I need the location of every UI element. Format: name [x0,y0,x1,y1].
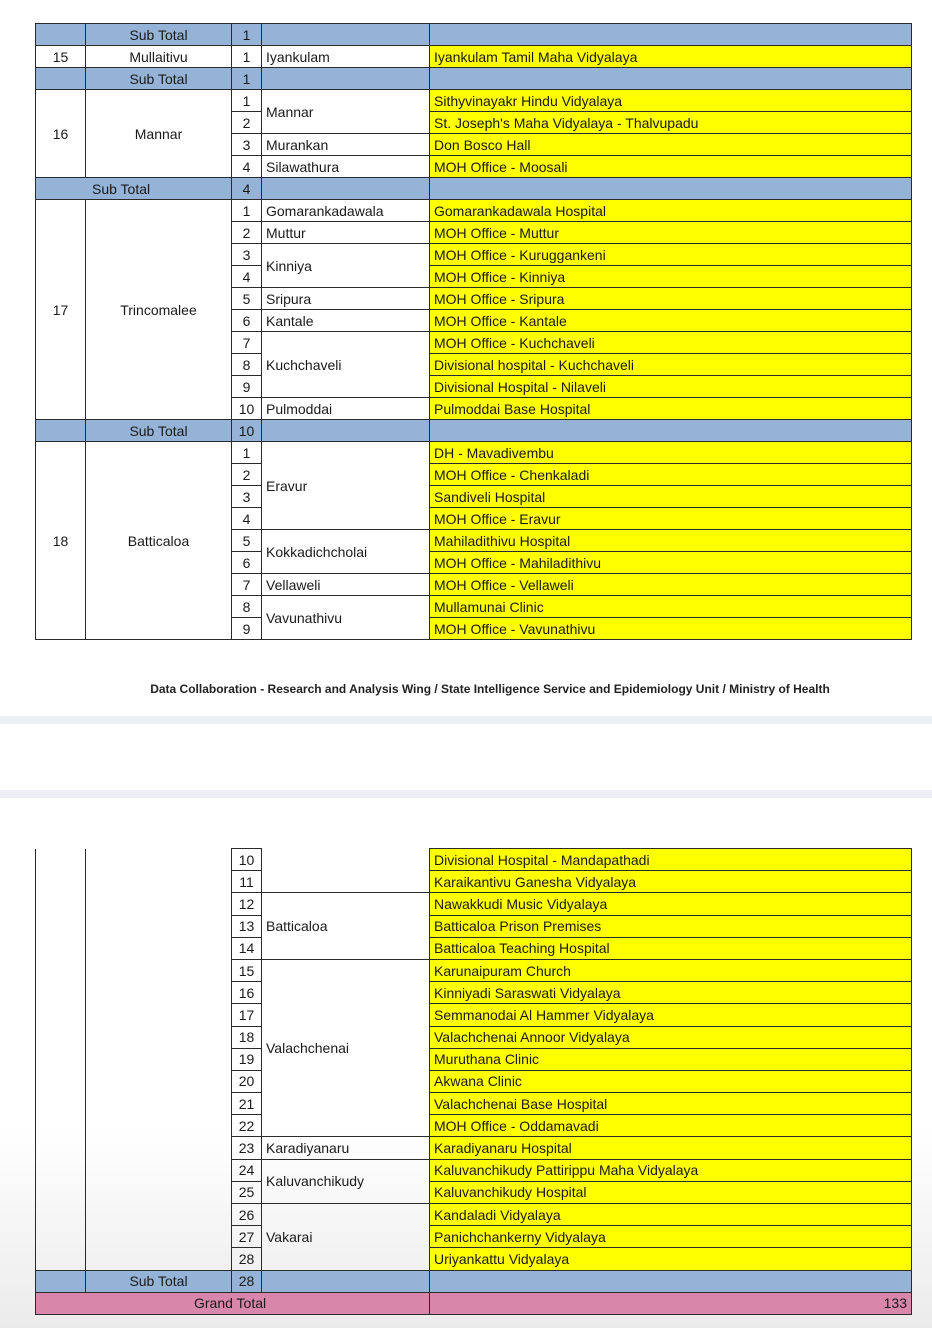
center-name: Sandiveli Hospital [430,486,912,508]
center-name: Karunaipuram Church [430,959,912,981]
subtotal-label: Sub Total [86,68,232,90]
row-number: 12 [232,893,262,915]
subtotal-label: Sub Total [86,420,232,442]
moh-area: Karadiyanaru [262,1137,430,1159]
row-number: 7 [232,332,262,354]
row-number: 28 [232,1248,262,1270]
center-name: Pulmoddai Base Hospital [430,398,912,420]
row-number: 19 [232,1048,262,1070]
center-name: Valachchenai Annoor Vidyalaya [430,1026,912,1048]
row-number: 4 [232,508,262,530]
subtotal-count: 28 [232,1270,262,1292]
district-number: 17 [36,200,86,420]
row-number: 4 [232,156,262,178]
table-row [36,200,912,222]
row-number: 3 [232,244,262,266]
center-name: Muruthana Clinic [430,1048,912,1070]
moh-area: Muttur [262,222,430,244]
center-name: Akwana Clinic [430,1070,912,1092]
center-name: Batticaloa Teaching Hospital [430,937,912,959]
row-number: 8 [232,596,262,618]
center-name: Kaluvanchikudy Hospital [430,1181,912,1203]
moh-area: Iyankulam [262,46,430,68]
subtotal-row [36,68,912,90]
district-name: Batticaloa [86,442,232,640]
table-row [36,849,912,871]
row-number: 3 [232,486,262,508]
moh-area: Kantale [262,310,430,332]
center-name: DH - Mavadivembu [430,442,912,464]
moh-area: Sripura [262,288,430,310]
row-number: 26 [232,1204,262,1226]
subtotal-count: 10 [232,420,262,442]
row-number: 7 [232,574,262,596]
moh-area: Gomarankadawala [262,200,430,222]
row-number: 23 [232,1137,262,1159]
center-name: Iyankulam Tamil Maha Vidyalaya [430,46,912,68]
grand-total-row [36,1292,912,1314]
row-number: 1 [232,442,262,464]
row-number: 10 [232,849,262,871]
subtotal-count: 1 [232,24,262,46]
moh-area: Mannar [262,90,430,134]
subtotal-row [36,1270,912,1292]
district-name: Mullaitivu [86,46,232,68]
row-number: 3 [232,134,262,156]
row-number: 4 [232,266,262,288]
vaccination-centers-table-continued [35,848,912,1315]
table-row [36,90,912,112]
center-name: Nawakkudi Music Vidyalaya [430,893,912,915]
row-number: 16 [232,982,262,1004]
page-gap [0,724,932,790]
center-name: MOH Office - Kuruggankeni [430,244,912,266]
row-number: 6 [232,552,262,574]
subtotal-row [36,178,912,200]
subtotal-count: 4 [232,178,262,200]
center-name: Mullamunai Clinic [430,596,912,618]
moh-area: Kaluvanchikudy [262,1159,430,1203]
row-number: 25 [232,1181,262,1203]
center-name: Sithyvinayakr Hindu Vidyalaya [430,90,912,112]
district-number: 16 [36,90,86,178]
row-number: 2 [232,464,262,486]
center-name: St. Joseph's Maha Vidyalaya - Thalvupadu [430,112,912,134]
moh-area: Vakarai [262,1204,430,1271]
subtotal-label: Sub Total [86,24,232,46]
row-number: 6 [232,310,262,332]
row-number: 2 [232,112,262,134]
row-number: 10 [232,398,262,420]
row-number: 21 [232,1093,262,1115]
center-name: Karaikantivu Ganesha Vidyalaya [430,871,912,893]
subtotal-label: Sub Total [36,178,232,200]
row-number: 1 [232,90,262,112]
center-name: Gomarankadawala Hospital [430,200,912,222]
subtotal-count: 1 [232,68,262,90]
subtotal-row [36,420,912,442]
grand-total-value: 133 [430,1292,912,1314]
row-number: 9 [232,376,262,398]
moh-area: Kuchchaveli [262,332,430,398]
center-name: MOH Office - Eravur [430,508,912,530]
moh-area: Pulmoddai [262,398,430,420]
center-name: Semmanodai Al Hammer Vidyalaya [430,1004,912,1026]
center-name: MOH Office - Vellaweli [430,574,912,596]
center-name: Kaluvanchikudy Pattirippu Maha Vidyalaya [430,1159,912,1181]
table-row [36,442,912,464]
page-separator [0,790,932,798]
row-number: 5 [232,288,262,310]
row-number: 22 [232,1115,262,1137]
row-number: 5 [232,530,262,552]
subtotal-label: Sub Total [86,1270,232,1292]
center-name: MOH Office - Vavunathivu [430,618,912,640]
center-name: Batticaloa Prison Premises [430,915,912,937]
center-name: MOH Office - Chenkaladi [430,464,912,486]
moh-area: Vavunathivu [262,596,430,640]
center-name: Uriyankattu Vidyalaya [430,1248,912,1270]
row-number: 20 [232,1070,262,1092]
center-name: Divisional Hospital - Mandapathadi [430,849,912,871]
row-number: 8 [232,354,262,376]
center-name: Divisional hospital - Kuchchaveli [430,354,912,376]
row-number: 14 [232,937,262,959]
center-name: MOH Office - Sripura [430,288,912,310]
center-name: Mahiladithivu Hospital [430,530,912,552]
center-name: Panichchankerny Vidyalaya [430,1226,912,1248]
page-footer: Data Collaboration - Research and Analysis Wing / State Intelligence Service and Epidemiology Unit / Ministry of Health [150,682,830,696]
district-number: 15 [36,46,86,68]
district-number: 18 [36,442,86,640]
row-number: 1 [232,46,262,68]
moh-area: Silawathura [262,156,430,178]
moh-area: Valachchenai [262,959,430,1137]
table-row [36,46,912,68]
moh-area: Kokkadichcholai [262,530,430,574]
center-name: MOH Office - Mahiladithivu [430,552,912,574]
row-number: 17 [232,1004,262,1026]
center-name: Don Bosco Hall [430,134,912,156]
moh-area: Vellaweli [262,574,430,596]
row-number: 13 [232,915,262,937]
row-number: 11 [232,871,262,893]
center-name: MOH Office - Moosali [430,156,912,178]
row-number: 18 [232,1026,262,1048]
moh-area: Murankan [262,134,430,156]
center-name: MOH Office - Muttur [430,222,912,244]
row-number: 2 [232,222,262,244]
district-name: Mannar [86,90,232,178]
row-number: 15 [232,959,262,981]
center-name: Karadiyanaru Hospital [430,1137,912,1159]
center-name: MOH Office - Oddamavadi [430,1115,912,1137]
row-number: 24 [232,1159,262,1181]
moh-area: Kinniya [262,244,430,288]
district-name: Trincomalee [86,200,232,420]
grand-total-label: Grand Total [36,1292,430,1314]
center-name: Kandaladi Vidyalaya [430,1204,912,1226]
center-name: Valachchenai Base Hospital [430,1093,912,1115]
page-separator [0,716,932,724]
row-number: 1 [232,200,262,222]
center-name: MOH Office - Kantale [430,310,912,332]
moh-area: Eravur [262,442,430,530]
row-number: 9 [232,618,262,640]
center-name: MOH Office - Kinniya [430,266,912,288]
moh-area: Batticaloa [262,893,430,960]
center-name: Kinniyadi Saraswati Vidyalaya [430,982,912,1004]
center-name: Divisional Hospital - Nilaveli [430,376,912,398]
vaccination-centers-table [35,23,912,640]
row-number: 27 [232,1226,262,1248]
subtotal-row [36,24,912,46]
center-name: MOH Office - Kuchchaveli [430,332,912,354]
